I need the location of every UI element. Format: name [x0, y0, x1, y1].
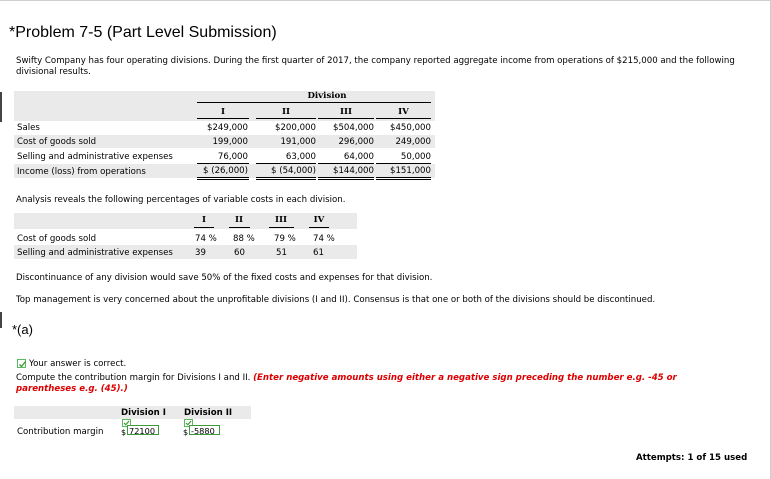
- answer-col-header: Division II: [184, 408, 233, 418]
- table2-col-header: II: [234, 215, 244, 225]
- table2-row-label: Cost of goods sold: [17, 234, 97, 244]
- table1-cell: $450,000: [389, 123, 431, 133]
- left-marker-2: [0, 312, 2, 328]
- col-underline: [309, 227, 329, 228]
- table1-cell: $504,000: [332, 123, 374, 133]
- table2-cell: 79 %: [274, 234, 296, 244]
- col-underline: [269, 227, 294, 228]
- table1-cell: 191,000: [280, 137, 316, 147]
- total-rule: [318, 179, 374, 180]
- table1-cell: 249,000: [395, 137, 431, 147]
- currency-symbol: $: [121, 428, 127, 437]
- table2-cell: 39: [195, 248, 206, 258]
- table1-col-header: II: [281, 107, 291, 117]
- feedback-text: Your answer is correct.: [29, 359, 127, 369]
- table1-cell: $144,000: [332, 166, 374, 176]
- answer-row-label: Contribution margin: [17, 427, 104, 437]
- table1-cell: 76,000: [217, 152, 248, 162]
- table1-group-rule: [197, 102, 431, 103]
- top-border: [0, 0, 771, 1]
- contribution-margin-div1-input[interactable]: 72100: [127, 425, 159, 435]
- part-label: *(a): [12, 322, 33, 337]
- total-rule: [197, 179, 249, 180]
- answer-col-header: Division I: [121, 408, 166, 418]
- total-rule: [256, 177, 316, 178]
- table2-cell: 51: [276, 248, 287, 258]
- total-rule: [376, 177, 431, 178]
- table1-cell: 199,000: [212, 137, 248, 147]
- table1-row-label: Sales: [17, 123, 40, 133]
- col-underline: [194, 227, 214, 228]
- table2-row-label: Selling and administrative expenses: [17, 248, 173, 258]
- table1-row-label: Cost of goods sold: [17, 137, 97, 147]
- table1-col-header: IV: [398, 107, 409, 117]
- table1-cell: 296,000: [338, 137, 374, 147]
- col-underline: [197, 118, 249, 119]
- table1-col-header: III: [339, 107, 353, 117]
- total-rule: [256, 179, 316, 180]
- instruction-red: (Enter negative amounts using either a negative sign preceding the number e.g. -45 or parentheses e.g. (45).): [16, 373, 677, 394]
- problem-title: *Problem 7-5 (Part Level Submission): [9, 24, 277, 41]
- currency-symbol: $: [183, 428, 189, 437]
- table1-row-label: Selling and administrative expenses: [17, 152, 173, 162]
- discontinuance-text: Discontinuance of any division would save 50% of the fixed costs and expenses for that division.: [16, 273, 433, 283]
- total-rule: [197, 177, 249, 178]
- table1-cell: $200,000: [274, 123, 316, 133]
- management-text: Top management is very concerned about the unprofitable divisions (I and II). Consensus is that one or both of the divisions should be discontinued.: [16, 295, 656, 305]
- table2-col-header: III: [274, 215, 288, 225]
- table2-cell: 88 %: [233, 234, 255, 244]
- table2-col-header: I: [201, 215, 207, 225]
- col-underline: [256, 118, 316, 119]
- table1-cell: $ (26,000): [203, 166, 248, 176]
- table2-cell: 74 %: [313, 234, 335, 244]
- total-rule: [318, 177, 374, 178]
- table1-row-label: Income (loss) from operations: [17, 167, 146, 177]
- col-underline: [376, 118, 431, 119]
- instruction-main: Compute the contribution margin for Divisions I and II.: [16, 373, 251, 383]
- table1-col-header: I: [220, 107, 226, 117]
- table1-cell: $249,000: [206, 123, 248, 133]
- table1-group-header: Division: [307, 91, 347, 101]
- table2-cell: 61: [313, 248, 324, 258]
- total-rule: [376, 179, 431, 180]
- table1-cell: 63,000: [285, 152, 316, 162]
- problem-intro: Swifty Company has four operating divisions. During the first quarter of 2017, the company reported aggregate income from operations of $215,000 and the following divisional results.: [16, 56, 735, 77]
- analysis-text: Analysis reveals the following percentages of variable costs in each division.: [16, 195, 346, 205]
- table2-cell: 60: [234, 248, 245, 258]
- table1-cell: 50,000: [400, 152, 431, 162]
- table1-cell: $ (54,000): [271, 166, 316, 176]
- table1-cell: 64,000: [343, 152, 374, 162]
- left-marker: [0, 92, 2, 122]
- table1-cell: $151,000: [389, 166, 431, 176]
- col-underline: [318, 118, 374, 119]
- col-underline: [229, 227, 250, 228]
- correct-check-icon: [17, 359, 26, 368]
- attempts-counter: Attempts: 1 of 15 used: [636, 453, 748, 463]
- table2-col-header: IV: [313, 215, 325, 225]
- table2-cell: 74 %: [195, 234, 217, 244]
- contribution-margin-div2-input[interactable]: -5880: [189, 425, 220, 435]
- instruction-text: [16, 373, 736, 395]
